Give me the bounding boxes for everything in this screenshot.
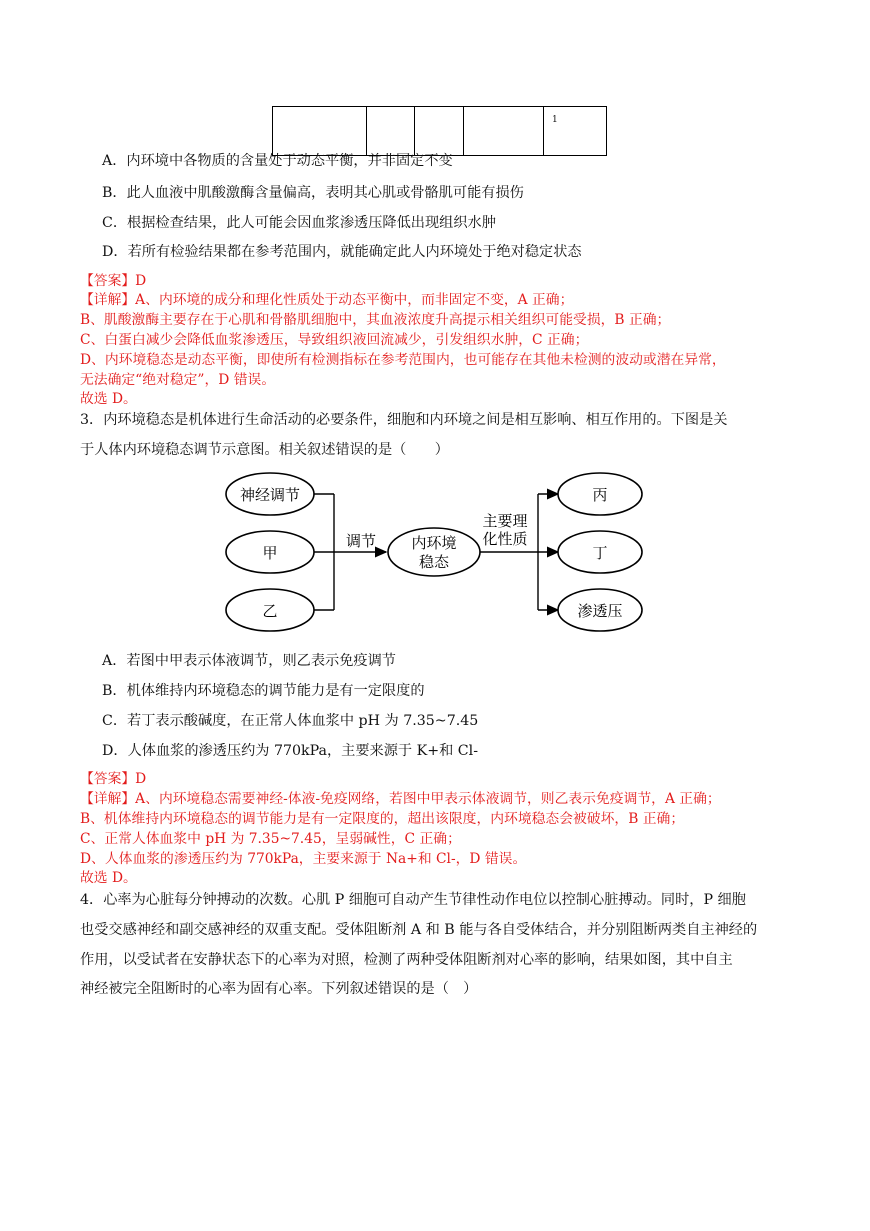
q3-option-b: B．机体维持内环境稳态的调节能力是有一定限度的 bbox=[102, 683, 425, 699]
node-bing: 丙 bbox=[592, 486, 608, 504]
node-homeostasis-line1: 内环境 bbox=[411, 534, 457, 552]
q4-stem-line: 神经被完全阻断时的心率为固有心率。下列叙述错误的是（ ） bbox=[80, 981, 478, 997]
q3-explanation-line: B、机体维持内环境稳态的调节能力是有一定限度的，超出该限度，内环境稳态会被破坏，B 正确； bbox=[80, 811, 685, 827]
q3-explanation-line: 故选 D。 bbox=[80, 870, 137, 886]
table-cell bbox=[415, 107, 464, 156]
q3-answer: 【答案】D bbox=[80, 771, 147, 787]
table-cell bbox=[464, 107, 544, 156]
q2-explanation-line: C、白蛋白减少会降低血浆渗透压，导致组织液回流减少，引发组织水肿，C 正确； bbox=[80, 332, 589, 348]
node-osmotic-pressure: 渗透压 bbox=[577, 602, 623, 620]
node-homeostasis-line2: 稳态 bbox=[418, 553, 450, 571]
node-yi: 乙 bbox=[262, 602, 278, 620]
q2-option-b: B．此人血液中肌酸激酶含量偏高，表明其心肌或骨骼肌可能有损伤 bbox=[102, 185, 524, 201]
q2-answer: 【答案】D bbox=[80, 273, 147, 289]
q3-stem-line: 3．内环境稳态是机体进行生命活动的必要条件，细胞和内环境之间是相互影响、相互作用的。下图是关 bbox=[80, 412, 728, 428]
table-cell bbox=[273, 107, 367, 156]
label-regulation: 调节 bbox=[345, 532, 377, 550]
q2-explanation-line: 无法确定“绝对稳定”，D 错误。 bbox=[80, 372, 276, 388]
table-cell bbox=[367, 107, 415, 156]
q2-option-a: A．内环境中各物质的含量处于动态平衡，并非固定不变 bbox=[102, 153, 453, 169]
q2-explanation-line: B、肌酸激酶主要存在于心肌和骨骼肌细胞中，其血液浓度升高提示相关组织可能受损，B 正确； bbox=[80, 312, 671, 328]
q3-explanation-line: 【详解】A、内环境稳态需要神经-体液-免疫网络，若图中甲表示体液调节，则乙表示免疫调节，A 正确； bbox=[80, 791, 721, 807]
q3-option-d: D．人体血浆的渗透压约为 770kPa，主要来源于 K+和 Cl- bbox=[102, 743, 478, 759]
node-jia: 甲 bbox=[262, 544, 278, 562]
q2-explanation-line: 【详解】A、内环境的成分和理化性质处于动态平衡中，而非固定不变，A 正确； bbox=[80, 292, 574, 308]
q3-explanation-line: C、正常人体血浆中 pH 为 7.35~7.45，呈弱碱性，C 正确； bbox=[80, 831, 461, 847]
q3-option-c: C．若丁表示酸碱度，在正常人体血浆中 pH 为 7.35~7.45 bbox=[102, 713, 479, 729]
q2-option-d: D．若所有检验结果都在参考范围内，就能确定此人内环境处于绝对稳定状态 bbox=[102, 244, 582, 260]
node-neural-regulation: 神经调节 bbox=[239, 486, 301, 504]
q3-option-a: A．若图中甲表示体液调节，则乙表示免疫调节 bbox=[102, 653, 396, 669]
table-row bbox=[273, 107, 607, 156]
q3-stem-line: 于人体内环境稳态调节示意图。相关叙述错误的是（ ） bbox=[80, 442, 449, 458]
node-ding: 丁 bbox=[592, 544, 608, 562]
q4-stem-line: 作用，以受试者在安静状态下的心率为对照，检测了两种受体阻断剂对心率的影响，结果如图，其中自主 bbox=[80, 952, 733, 968]
data-table-fragment bbox=[272, 106, 607, 156]
q2-explanation-line: 故选 D。 bbox=[80, 391, 137, 407]
q2-option-c: C．根据检查结果，此人可能会因血浆渗透压降低出现组织水肿 bbox=[102, 215, 496, 231]
label-main-properties-line2: 化性质 bbox=[482, 530, 528, 548]
q3-explanation-line: D、人体血浆的渗透压约为 770kPa，主要来源于 Na+和 Cl-，D 错误。 bbox=[80, 851, 527, 867]
q4-stem-line: 也受交感神经和副交感神经的双重支配。受体阻断剂 A 和 B 能与各自受体结合，并分别阻断两类自主神经的 bbox=[80, 922, 758, 938]
q4-stem-line: 4．心率为心脏每分钟搏动的次数。心肌 P 细胞可自动产生节律性动作电位以控制心脏搏动。同时，P 细胞 bbox=[80, 892, 746, 908]
label-main-properties-line1: 主要理 bbox=[482, 512, 528, 530]
homeostasis-regulation-diagram bbox=[218, 470, 658, 640]
q2-explanation-line: D、内环境稳态是动态平衡，即使所有检测指标在参考范围内，也可能存在其他未检测的波动或潜在异常， bbox=[80, 352, 726, 368]
table-cell: 1 bbox=[544, 107, 607, 156]
